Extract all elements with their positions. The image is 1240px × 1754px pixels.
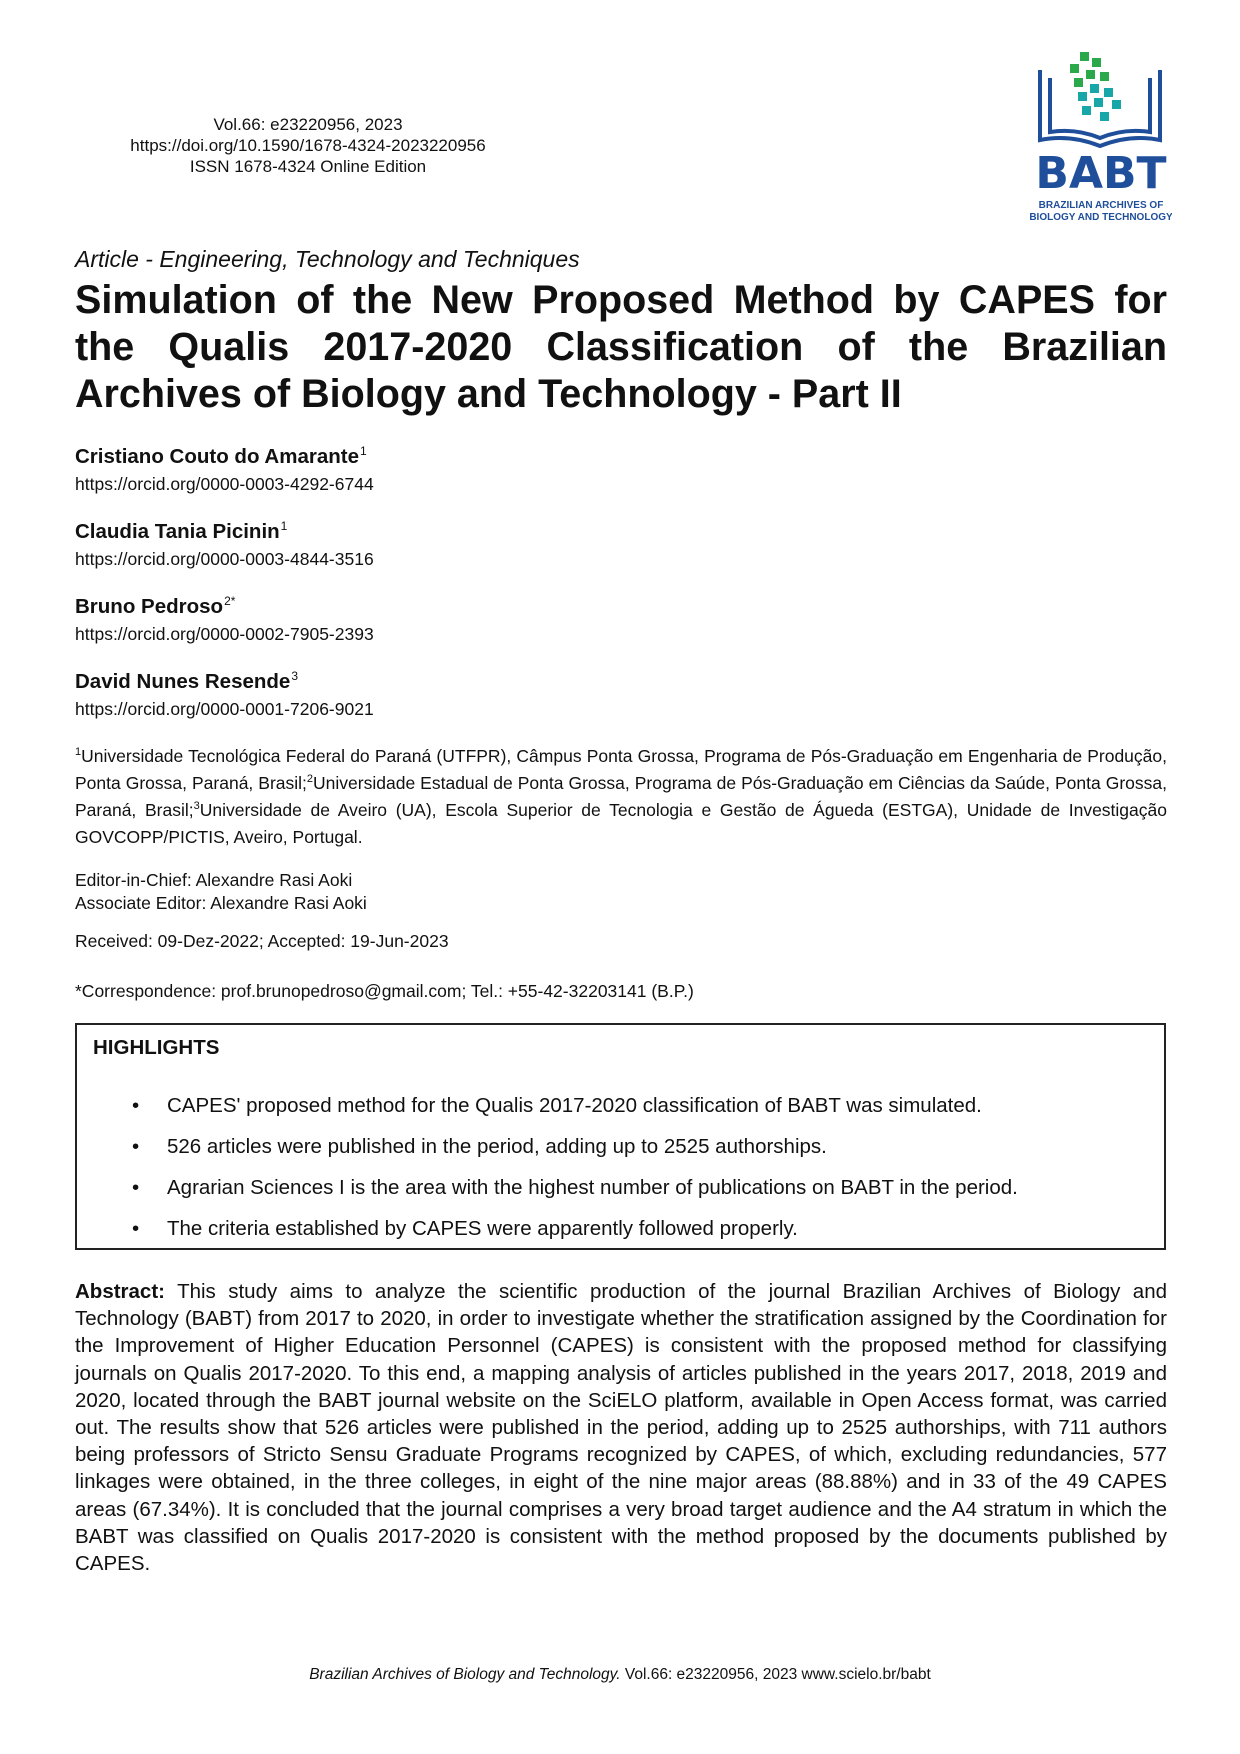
- author-name: Claudia Tania Picinin: [75, 520, 280, 543]
- highlights-list: [77, 1085, 1164, 1249]
- author-orcid-link[interactable]: https://orcid.org/0000-0002-7905-2393: [75, 624, 374, 644]
- paper-title: Simulation of the New Proposed Method by CAPES for the Qualis 2017-2020 Classification of the Brazilian Archives of Biology and Technology - Part II: [75, 278, 1167, 416]
- issn-line: ISSN 1678-4324 Online Edition: [189, 157, 427, 176]
- abstract-label: Abstract:: [75, 1280, 165, 1303]
- bullet-icon: •: [132, 1176, 140, 1199]
- author-name: Cristiano Couto do Amarante: [75, 445, 359, 468]
- abstract-text: This study aims to analyze the scientific production of the journal Brazilian Archives of Biology and Technology (BABT) from 2017 to 2020, in order to investigate whether the stratification assigned by the Coordination for the Improvement of Higher Education Personnel (CAPES) is consistent with the proposed method for classifying journals on Qualis 2017-2020. To this end, a mapping analysis of articles published in the years 2017, 2018, 2019 and 2020, located through the BABT journal website on the SciELO platform, available in Open Access format, was carried out. The results show that 526 articles were published in the period, adding up to 2525 authorships, with 711 authors being professors of Stricto Sensu Graduate Programs recognized by CAPES, of which, excluding redundancies, 577 linkages were obtained, in the three colleges, in eight of the nine major areas (88.88%) and in 33 of the 49 CAPES areas (67.34%). It is concluded that the journal comprises a very broad target audience and the A4 stratum in which the BABT was classified on Qualis 2017-2020 is consistent with the method proposed by the documents published by CAPES.: [75, 1280, 1167, 1576]
- logo-line2: BIOLOGY AND TECHNOLOGY: [1030, 212, 1172, 223]
- affiliations: [75, 744, 1167, 849]
- highlights-title: HIGHLIGHTS: [93, 1036, 220, 1059]
- author-affiliation-sup: 1: [280, 519, 288, 533]
- received-accepted-dates: Received: 09-Dez-2022; Accepted: 19-Jun-2023: [75, 931, 449, 951]
- highlight-text: Agrarian Sciences I is the area with the highest number of publications on BABT in the period.: [167, 1176, 1018, 1199]
- journal-header-info: [108, 114, 508, 177]
- author-orcid-link[interactable]: https://orcid.org/0000-0003-4292-6744: [75, 474, 374, 494]
- article-type: Article - Engineering, Technology and Techniques: [75, 246, 580, 272]
- author-block: [75, 444, 374, 496]
- highlight-item: [77, 1085, 1164, 1126]
- highlight-item: [77, 1126, 1164, 1167]
- author-name: David Nunes Resende: [75, 670, 291, 693]
- author-name: Bruno Pedroso: [75, 595, 224, 618]
- highlight-item: [77, 1208, 1164, 1249]
- affiliation-text: Universidade Estadual de Ponta Grossa, Programa de Pós-Graduação em Ciências da Saúde, Ponta Grossa, Paraná, Brasil;: [75, 773, 1167, 820]
- affiliation-sup: 3: [193, 800, 200, 812]
- bullet-icon: •: [132, 1094, 140, 1117]
- babt-logo-graphic: [1030, 48, 1172, 234]
- highlight-text: 526 articles were published in the period, adding up to 2525 authorships.: [167, 1135, 827, 1158]
- author-affiliation-sup: 3: [291, 669, 299, 683]
- abstract: [75, 1278, 1167, 1577]
- babt-logo: [1030, 48, 1172, 234]
- author-block: [75, 519, 374, 571]
- footer-journal-name: Brazilian Archives of Biology and Technology.: [309, 1666, 621, 1683]
- doi-line: https://doi.org/10.1590/1678-4324-2023220956: [130, 136, 486, 155]
- highlight-text: CAPES' proposed method for the Qualis 2017-2020 classification of BABT was simulated.: [167, 1094, 982, 1117]
- associate-editor: Associate Editor: Alexandre Rasi Aoki: [75, 893, 367, 913]
- author-block: [75, 594, 374, 646]
- page-footer: [0, 1666, 1240, 1684]
- highlight-item: [77, 1167, 1164, 1208]
- affiliation-sup: 2: [306, 773, 314, 785]
- author-affiliation-sup: 2*: [224, 594, 236, 608]
- affiliation-text: Universidade Tecnológica Federal do Paraná (UTFPR), Câmpus Ponta Grossa, Programa de Pós-Graduação em Engenharia de Produção, Ponta Grossa, Paraná, Brasil;: [75, 746, 1167, 793]
- affiliation-sup: 1: [75, 746, 82, 758]
- bullet-icon: •: [132, 1135, 140, 1158]
- highlights-box: [75, 1023, 1166, 1250]
- footer-citation: Vol.66: e23220956, 2023 www.scielo.br/babt: [620, 1666, 931, 1683]
- editor-in-chief: Editor-in-Chief: Alexandre Rasi Aoki: [75, 870, 353, 890]
- author-orcid-link[interactable]: https://orcid.org/0000-0001-7206-9021: [75, 699, 374, 719]
- author-orcid-link[interactable]: https://orcid.org/0000-0003-4844-3516: [75, 549, 374, 569]
- logo-line1: BRAZILIAN ARCHIVES OF: [1038, 200, 1164, 211]
- logo-acronym: BABT: [1035, 148, 1167, 199]
- volume-line: Vol.66: e23220956, 2023: [213, 115, 403, 134]
- author-affiliation-sup: 1: [359, 444, 367, 458]
- bullet-icon: •: [132, 1217, 140, 1240]
- author-block: [75, 669, 374, 721]
- correspondence: *Correspondence: prof.brunopedroso@gmail.com; Tel.: +55-42-32203141 (B.P.): [75, 981, 694, 1001]
- affiliation-text: Universidade de Aveiro (UA), Escola Superior de Tecnologia e Gestão de Águeda (ESTGA), Unidade de Investigação GOVCOPP/PICTIS, Aveiro, Portugal.: [75, 800, 1167, 847]
- highlight-text: The criteria established by CAPES were apparently followed properly.: [167, 1217, 798, 1240]
